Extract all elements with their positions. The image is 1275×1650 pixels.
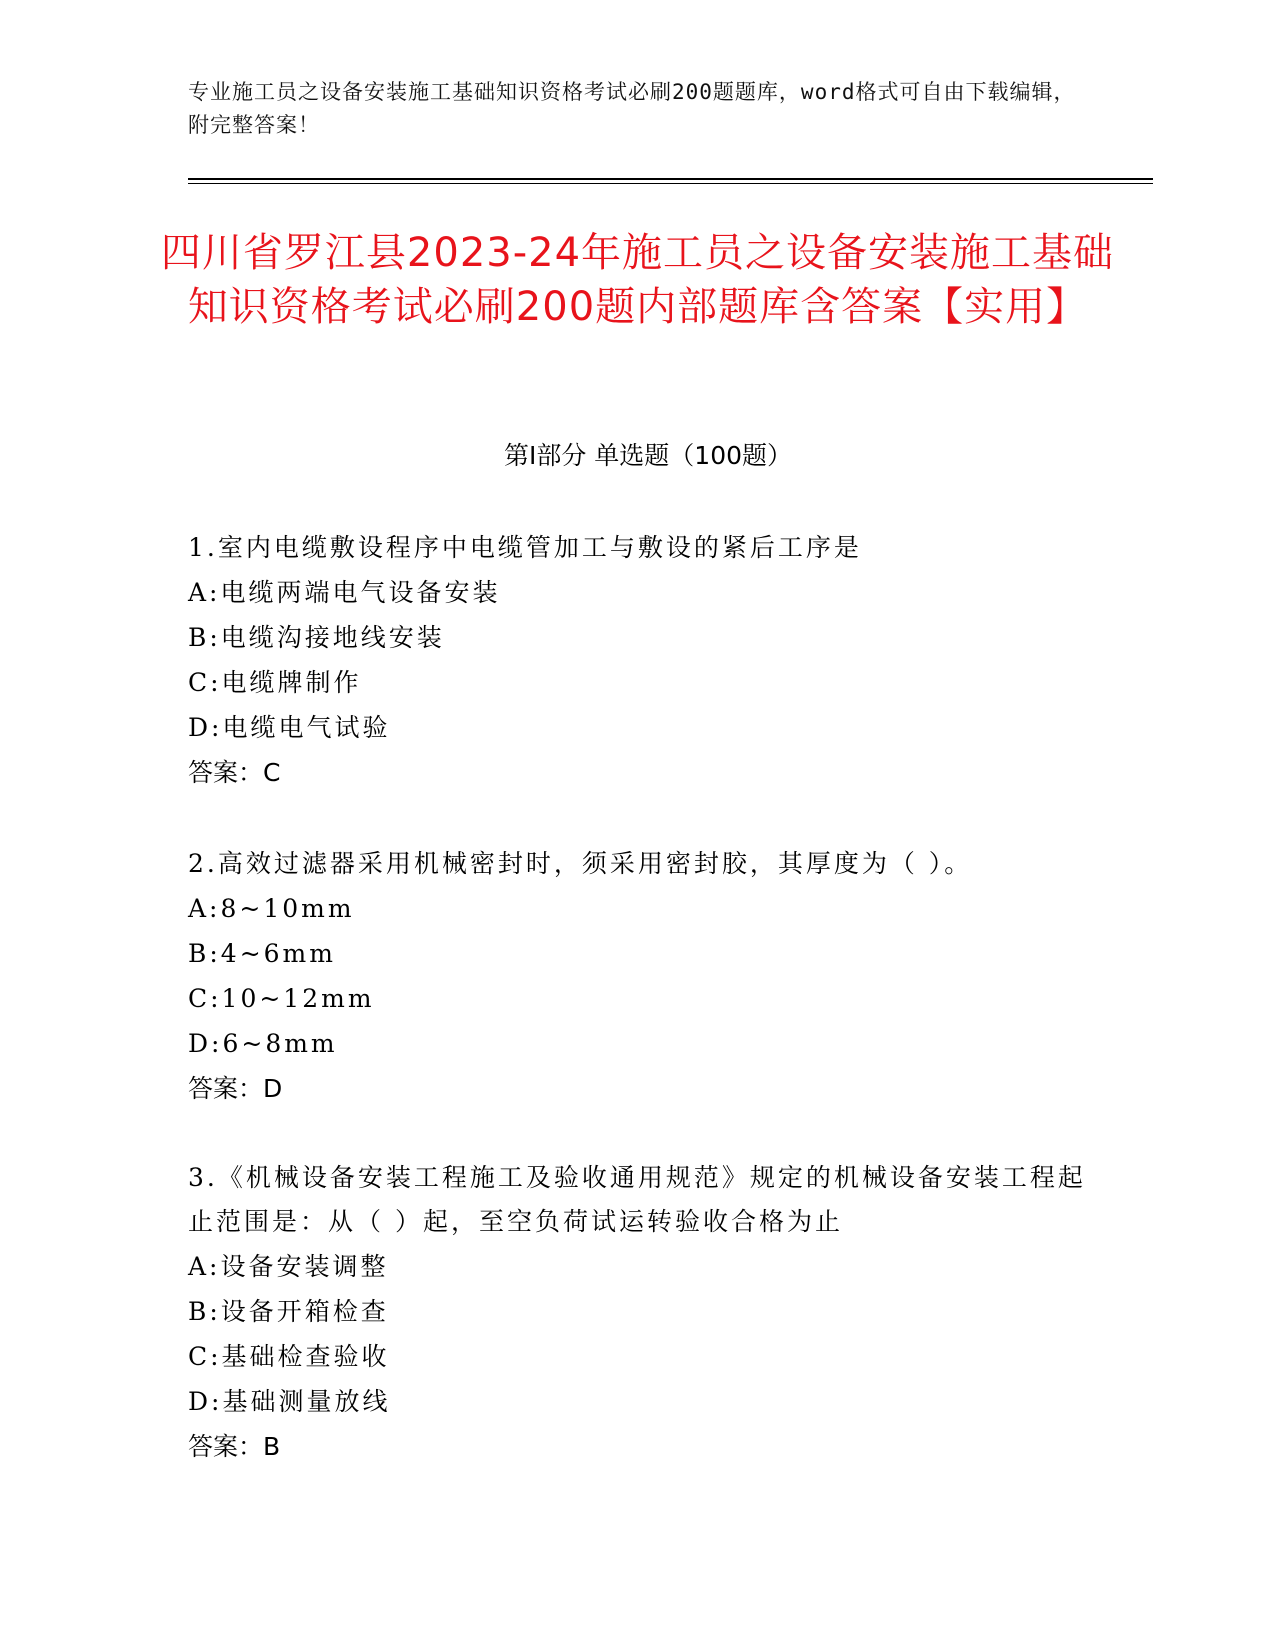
header-divider-thick [188, 178, 1153, 180]
option-a: A:设备安装调整 [188, 1252, 389, 1281]
answer: 答案：C [188, 758, 281, 787]
option-d: D:6~8mm [188, 1029, 338, 1058]
option-c: C:电缆牌制作 [188, 668, 362, 697]
section-title: 第Ⅰ部分 单选题（100题） [503, 441, 793, 470]
option-a: A:电缆两端电气设备安装 [188, 578, 501, 607]
option-d: D:基础测量放线 [188, 1387, 391, 1416]
header-note: 专业施工员之设备安装施工基础知识资格考试必刷200题题库，word格式可自由下载编辑，附完整答案！ [188, 80, 1076, 137]
document-title: 四川省罗江县2023-24年施工员之设备安装施工基础知识资格考试必刷200题内部题库含答案【实用】 [160, 230, 1115, 330]
option-d: D:电缆电气试验 [188, 713, 391, 742]
question-stem: 3.《机械设备安装工程施工及验收通用规范》规定的机械设备安装工程起止范围是：从（ ）起，至空负荷试运转验收合格为止 [188, 1163, 1086, 1236]
header-divider-thin [188, 183, 1153, 184]
question-3 [188, 1156, 1088, 1469]
option-c: C:10~12mm [188, 984, 375, 1013]
option-b: B:设备开箱检查 [188, 1297, 389, 1326]
option-b: B:电缆沟接地线安装 [188, 623, 445, 652]
answer: 答案：B [188, 1432, 281, 1461]
option-c: C:基础检查验收 [188, 1342, 390, 1371]
option-b: B:4~6mm [188, 939, 336, 968]
option-a: A:8~10mm [188, 894, 355, 923]
answer: 答案：D [188, 1074, 283, 1103]
question-stem: 2.高效过滤器采用机械密封时，须采用密封胶，其厚度为（ ）。 [188, 849, 973, 878]
question-stem: 1.室内电缆敷设程序中电缆管加工与敷设的紧后工序是 [188, 533, 862, 562]
question-1 [188, 526, 1088, 795]
question-2 [188, 842, 1088, 1111]
